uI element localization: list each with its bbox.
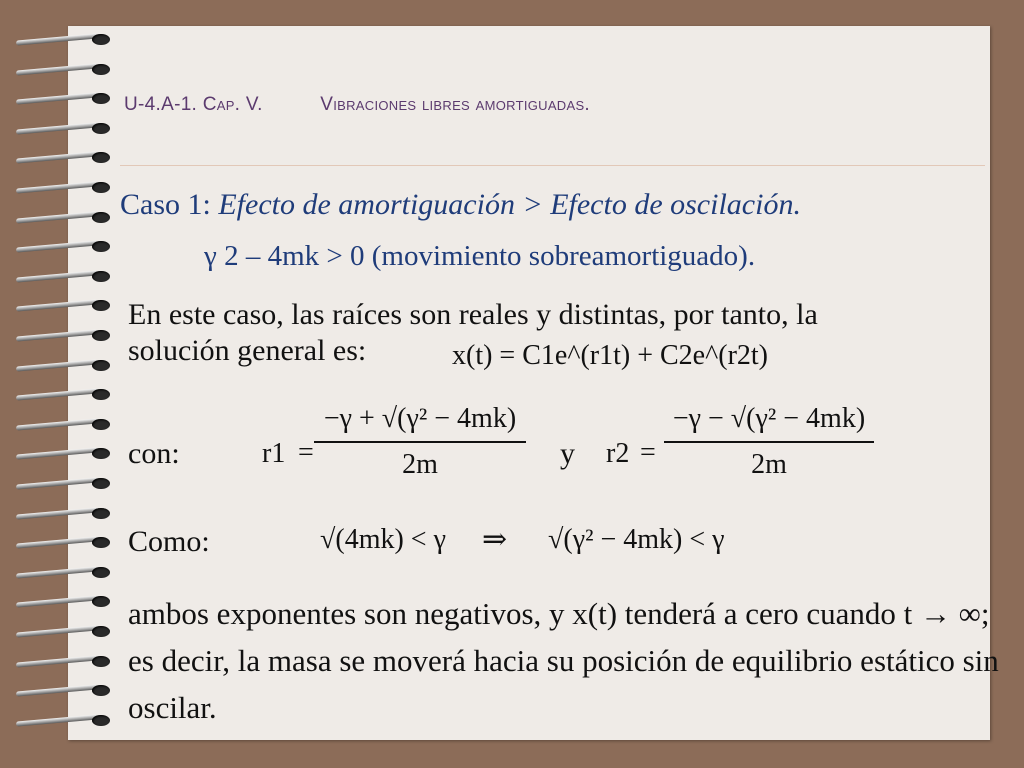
binding-ring xyxy=(12,121,112,135)
binding-hole xyxy=(92,448,110,459)
binding-hole xyxy=(92,241,110,252)
slide-header xyxy=(124,94,590,116)
binding-hole xyxy=(92,419,110,430)
binding-ring xyxy=(12,565,112,579)
chapter-label: U-4.A-1. Cap. V. xyxy=(124,94,263,115)
binding-wire xyxy=(16,241,98,253)
binding-ring xyxy=(12,506,112,520)
r1-fraction xyxy=(314,403,526,481)
binding-ring xyxy=(12,269,112,283)
binding-wire xyxy=(16,152,98,164)
binding-ring xyxy=(12,476,112,490)
binding-ring xyxy=(12,180,112,194)
binding-hole xyxy=(92,478,110,489)
binding-wire xyxy=(16,270,98,282)
binding-ring xyxy=(12,713,112,727)
binding-hole xyxy=(92,212,110,223)
binding-hole xyxy=(92,537,110,548)
binding-ring xyxy=(12,91,112,105)
binding-hole xyxy=(92,360,110,371)
binding-wire xyxy=(16,566,98,578)
binding-wire xyxy=(16,448,98,460)
r2-denominator: 2m xyxy=(751,449,787,480)
binding-wire xyxy=(16,63,98,75)
r1-equals: = xyxy=(298,437,314,468)
r1-denominator: 2m xyxy=(402,449,438,480)
r2-fraction xyxy=(664,403,874,481)
binding-hole xyxy=(92,152,110,163)
y-label: y xyxy=(560,437,575,470)
binding-hole xyxy=(92,626,110,637)
binding-ring xyxy=(12,62,112,76)
binding-hole xyxy=(92,34,110,45)
binding-hole xyxy=(92,330,110,341)
implies-arrow: ⇒ xyxy=(482,523,508,556)
binding-ring xyxy=(12,535,112,549)
binding-wire xyxy=(16,33,98,45)
binding-ring xyxy=(12,654,112,668)
solution-line-1: En este caso, las raíces son reales y distintas, por tanto, la xyxy=(128,298,818,331)
binding-wire xyxy=(16,329,98,341)
case-heading xyxy=(120,188,801,222)
case-label: Caso 1: xyxy=(120,188,211,221)
binding-wire xyxy=(16,300,98,312)
binding-wire xyxy=(16,359,98,371)
solution-formula-text: x(t) = C1e^(r1t) + C2e^(r2t) xyxy=(452,340,768,371)
binding-hole xyxy=(92,508,110,519)
r2-numerator: −γ − √(γ² − 4mk) xyxy=(672,403,866,434)
binding-wire xyxy=(16,418,98,430)
r1-numerator: −γ + √(γ² − 4mk) xyxy=(323,403,517,434)
case-condition: γ 2 – 4mk > 0 (movimiento sobreamortiguado). xyxy=(204,240,756,272)
binding-hole xyxy=(92,389,110,400)
r2-name: r2 xyxy=(606,438,630,469)
binding-hole xyxy=(92,715,110,726)
binding-hole xyxy=(92,123,110,134)
binding-wire xyxy=(16,211,98,223)
binding-ring xyxy=(12,446,112,460)
binding-hole xyxy=(92,685,110,696)
binding-ring xyxy=(12,387,112,401)
binding-ring xyxy=(12,683,112,697)
como-inequality-left: √(4mk) < γ xyxy=(320,524,446,555)
con-label: con: xyxy=(128,437,180,470)
header-divider xyxy=(120,165,985,166)
case-text: Efecto de amortiguación > Efecto de oscilación. xyxy=(218,188,801,221)
binding-wire xyxy=(16,122,98,134)
r1-name: r1 xyxy=(262,438,286,469)
binding-ring xyxy=(12,32,112,46)
binding-wire xyxy=(16,655,98,667)
binding-hole xyxy=(92,656,110,667)
binding-ring xyxy=(12,298,112,312)
binding-wire xyxy=(16,537,98,549)
binding-hole xyxy=(92,64,110,75)
binding-wire xyxy=(16,93,98,105)
binding-hole xyxy=(92,93,110,104)
binding-wire xyxy=(16,625,98,637)
binding-ring xyxy=(12,239,112,253)
como-label: Como: xyxy=(128,525,210,558)
binding-hole xyxy=(92,271,110,282)
r1-fraction-bar xyxy=(314,441,526,443)
binding-wire xyxy=(16,596,98,608)
binding-ring xyxy=(12,358,112,372)
binding-ring xyxy=(12,210,112,224)
binding-wire xyxy=(16,389,98,401)
binding-wire xyxy=(16,714,98,726)
r2-fraction-bar xyxy=(664,441,874,443)
binding-ring xyxy=(12,417,112,431)
binding-ring xyxy=(12,624,112,638)
binding-hole xyxy=(92,182,110,193)
section-title: Vibraciones libres amortiguadas. xyxy=(320,94,591,115)
r2-equals: = xyxy=(640,437,656,468)
binding-wire xyxy=(16,181,98,193)
como-inequality-right: √(γ² − 4mk) < γ xyxy=(548,524,725,555)
binding-ring xyxy=(12,328,112,342)
solution-line-2: solución general es: xyxy=(128,334,367,367)
binding-wire xyxy=(16,685,98,697)
binding-wire xyxy=(16,477,98,489)
binding-hole xyxy=(92,300,110,311)
binding-ring xyxy=(12,150,112,164)
solution-formula xyxy=(452,340,768,372)
binding-wire xyxy=(16,507,98,519)
binding-ring xyxy=(12,594,112,608)
spiral-binding xyxy=(0,0,120,768)
conclusion-paragraph: ambos exponentes son negativos, y x(t) tenderá a cero cuando t → ∞; es decir, la masa se moverá hacia su posición de equilibrio estático sin oscilar. xyxy=(128,596,999,725)
binding-hole xyxy=(92,567,110,578)
binding-hole xyxy=(92,596,110,607)
